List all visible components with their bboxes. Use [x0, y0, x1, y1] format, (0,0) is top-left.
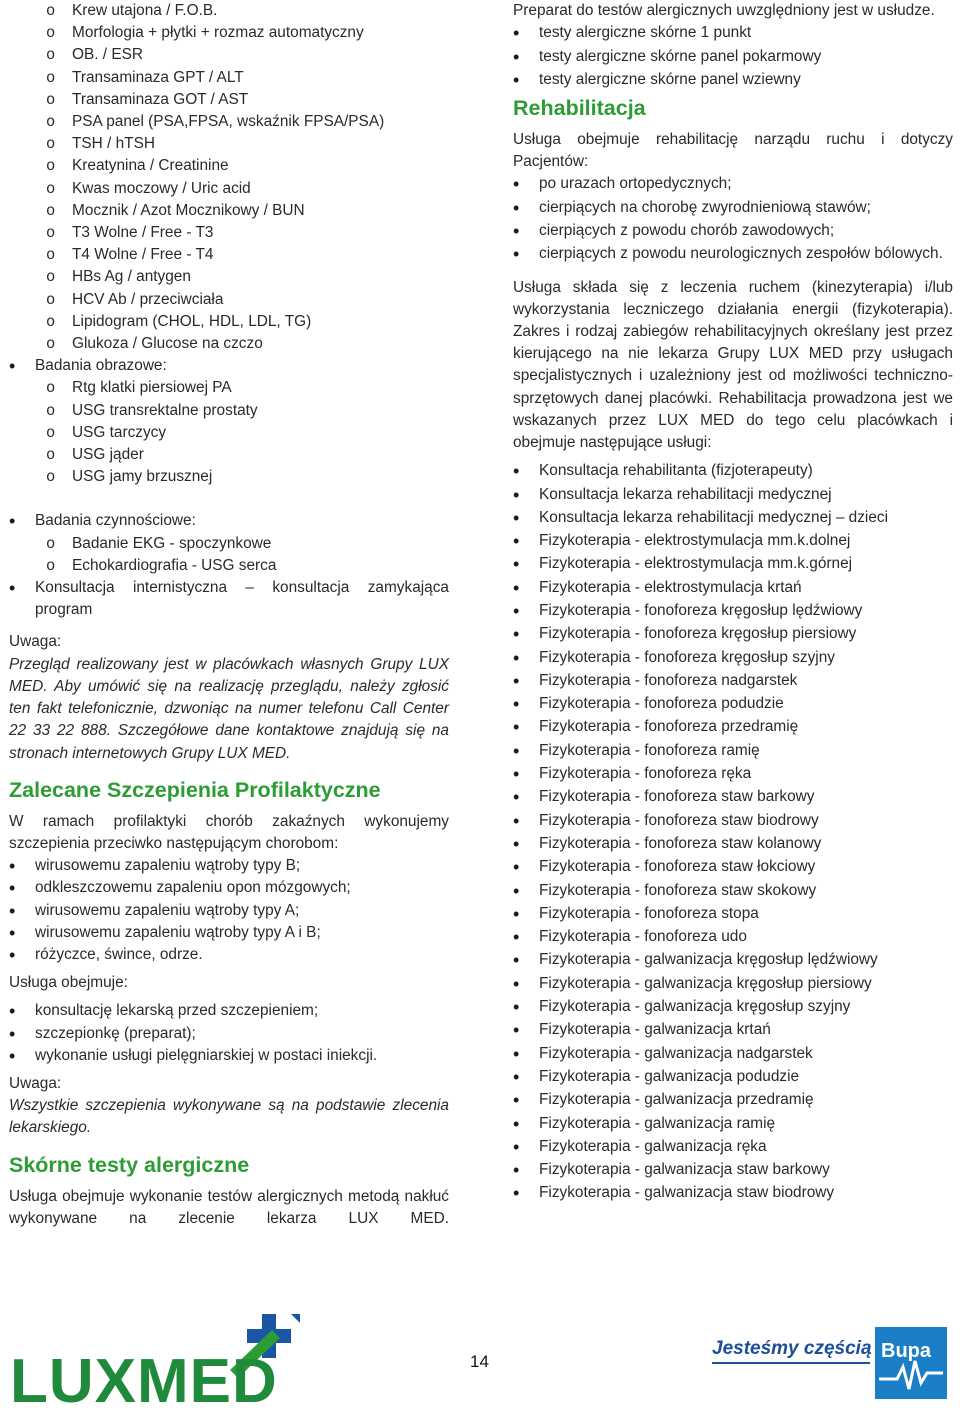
rehabilitation-service-item: • Fizykoterapia - fonoforeza staw kolanowy	[513, 833, 953, 855]
rehabilitation-intro: Usługa obejmuje rehabilitację narządu ruchu i dotyczy Pacjentów:	[513, 131, 953, 171]
bupa-logo	[875, 1327, 947, 1404]
lab-test-item: o Transaminaza GPT / ALT	[9, 67, 449, 89]
rehabilitation-patients-list	[513, 173, 953, 265]
vaccination-item: • odkleszczowemu zapaleniu opon mózgowych;	[9, 877, 449, 899]
rehabilitation-service-item: • Fizykoterapia - fonoforeza staw biodrowy	[513, 810, 953, 832]
allergy-test-item: • testy alergiczne skórne panel wziewny	[513, 69, 953, 91]
vaccination-note-label: Uwaga:	[9, 1074, 62, 1092]
right-column	[513, 0, 953, 1206]
svg-text:LUXMED: LUXMED	[10, 1347, 278, 1410]
rehabilitation-service-item: • Konsultacja lekarza rehabilitacji medycznej – dzieci	[513, 507, 953, 529]
rehabilitation-service-item: • Fizykoterapia - galwanizacja krtań	[513, 1019, 953, 1041]
rehabilitation-service-item: • Fizykoterapia - galwanizacja przedramię	[513, 1089, 953, 1111]
rehabilitation-service-item: • Fizykoterapia - galwanizacja ręka	[513, 1136, 953, 1158]
rehabilitation-heading: Rehabilitacja	[513, 96, 646, 120]
rehabilitation-service-item: • Fizykoterapia - galwanizacja staw barkowy	[513, 1159, 953, 1181]
allergy-heading: Skórne testy alergiczne	[9, 1152, 250, 1177]
imaging-item: o Rtg klatki piersiowej PA	[9, 377, 449, 399]
luxmed-logo	[10, 1310, 300, 1415]
lab-test-item: o Kreatynina / Creatinine	[9, 155, 449, 177]
rehabilitation-service-item: • Konsultacja rehabilitanta (fizjoterapeuty)	[513, 460, 953, 482]
rehabilitation-service-item: • Fizykoterapia - elektrostymulacja mm.k.dolnej	[513, 530, 953, 552]
rehabilitation-service-item: • Fizykoterapia - galwanizacja nadgarstek	[513, 1043, 953, 1065]
svg-text:Bupa: Bupa	[881, 1340, 931, 1362]
consultation-line-1: • Konsultacja internistyczna – konsultacja zamykająca	[35, 579, 449, 597]
rehabilitation-patient-item: • cierpiących z powodu chorób zawodowych;	[513, 220, 953, 242]
imaging-item: o USG jamy brzusznej	[9, 466, 449, 488]
rehabilitation-service-item: • Fizykoterapia - galwanizacja ramię	[513, 1113, 953, 1135]
rehabilitation-service-item: • Fizykoterapia - fonoforeza staw barkowy	[513, 786, 953, 808]
lab-test-item: o Krew utajona / F.O.B.	[9, 0, 449, 22]
lab-test-item: o HCV Ab / przeciwciała	[9, 289, 449, 311]
vaccination-item: • wirusowemu zapaleniu wątroby typy A i B;	[9, 922, 449, 944]
imaging-item: o USG jąder	[9, 444, 449, 466]
lab-test-item: o T4 Wolne / Free - T4	[9, 244, 449, 266]
rehabilitation-patient-item: • cierpiących na chorobę zwyrodnieniową stawów;	[513, 197, 953, 219]
lab-test-item: o PSA panel (PSA,FPSA, wskaźnik FPSA/PSA)	[9, 111, 449, 133]
rehabilitation-service-item: • Fizykoterapia - fonoforeza kręgosłup lędźwiowy	[513, 600, 953, 622]
lab-test-item: o T3 Wolne / Free - T3	[9, 222, 449, 244]
vaccination-note-text: Wszystkie szczepienia wykonywane są na podstawie zlecenia lekarskiego.	[9, 1097, 449, 1137]
lab-test-item: o Kwas moczowy / Uric acid	[9, 178, 449, 200]
rehabilitation-service-item: • Fizykoterapia - fonoforeza staw skokowy	[513, 880, 953, 902]
consultation-section	[9, 577, 449, 621]
imaging-list	[9, 377, 449, 488]
rehabilitation-service-item: • Fizykoterapia - galwanizacja podudzie	[513, 1066, 953, 1088]
rehabilitation-service-item: • Konsultacja lekarza rehabilitacji medycznej	[513, 484, 953, 506]
allergy-text: Usługa obejmuje wykonanie testów alergicznych metodą nakłuć wykonywane na zlecenie lekarza LUX MED.	[9, 1187, 449, 1227]
rehabilitation-service-item: • Fizykoterapia - galwanizacja staw biodrowy	[513, 1182, 953, 1204]
functional-list	[9, 533, 449, 577]
page-number: 14	[470, 1352, 489, 1371]
allergy-test-list	[513, 22, 953, 91]
rehabilitation-services-list	[513, 460, 953, 1204]
rehabilitation-service-item: • Fizykoterapia - fonoforeza nadgarstek	[513, 670, 953, 692]
consultation-item	[9, 577, 449, 621]
vaccination-service-item: • szczepionkę (preparat);	[9, 1023, 449, 1045]
lab-test-item: o Lipidogram (CHOL, HDL, LDL, TG)	[9, 311, 449, 333]
rehabilitation-service-item: • Fizykoterapia - fonoforeza ramię	[513, 740, 953, 762]
rehabilitation-service-item: • Fizykoterapia - fonoforeza udo	[513, 926, 953, 948]
slogan-underline	[712, 1362, 870, 1364]
vaccination-list	[9, 855, 449, 966]
vaccination-intro: W ramach profilaktyki chorób zakaźnych wykonujemy szczepienia przeciwko następującym chorobom:	[9, 812, 449, 852]
rehabilitation-service-item: • Fizykoterapia - fonoforeza ręka	[513, 763, 953, 785]
imaging-section	[9, 355, 449, 377]
rehabilitation-patient-item: • po urazach ortopedycznych;	[513, 173, 953, 195]
lab-test-item: o Morfologia + płytki + rozmaz automatyczny	[9, 22, 449, 44]
rehabilitation-service-item: • Fizykoterapia - fonoforeza podudzie	[513, 693, 953, 715]
rehabilitation-service-item: • Fizykoterapia - elektrostymulacja mm.k.górnej	[513, 553, 953, 575]
rehabilitation-service-item: • Fizykoterapia - fonoforeza przedramię	[513, 716, 953, 738]
functional-label: • Badania czynnościowe:	[9, 510, 449, 532]
rehabilitation-service-item: • Fizykoterapia - elektrostymulacja krtań	[513, 577, 953, 599]
allergy-test-item: • testy alergiczne skórne 1 punkt	[513, 22, 953, 44]
note-label: Uwaga:	[9, 633, 62, 651]
rehabilitation-patient-item: • cierpiących z powodu neurologicznych zespołów bólowych.	[513, 243, 953, 265]
rehabilitation-service-item: • Fizykoterapia - galwanizacja kręgosłup szyjny	[513, 996, 953, 1018]
vaccination-service-item: • wykonanie usługi pielęgniarskiej w postaci iniekcji.	[9, 1045, 449, 1067]
lab-test-item: o OB. / ESR	[9, 44, 449, 66]
imaging-label: • Badania obrazowe:	[9, 355, 449, 377]
rehabilitation-description: Usługa składa się z leczenia ruchem (kinezyterapia) i/lub wykorzystania leczniczego działania energii (fizykoterapia). Zakres i rodzaj zabiegów rehabilitacyjnych określany jest przez kierującego na nie lekarza Grupy LUX MED przy usługach specjalistycznych i uzależniony jest od możliwości techniczno-sprzętowych danej placówki. Rehabilitacja prowadzona jest we wskazanych przez LUX MED do tego celu placówkach i obejmuje następujące usługi:	[513, 278, 953, 452]
lab-test-item: o Mocznik / Azot Mocznikowy / BUN	[9, 200, 449, 222]
allergy-test-item: • testy alergiczne skórne panel pokarmowy	[513, 46, 953, 68]
rehabilitation-service-item: • Fizykoterapia - fonoforeza stopa	[513, 903, 953, 925]
functional-section	[9, 510, 449, 532]
rehabilitation-service-item: • Fizykoterapia - fonoforeza kręgosłup piersiowy	[513, 623, 953, 645]
lab-test-item: o HBs Ag / antygen	[9, 266, 449, 288]
imaging-item: o USG transrektalne prostaty	[9, 400, 449, 422]
functional-item: o Badanie EKG - spoczynkowe	[9, 533, 449, 555]
allergy-continuation: Preparat do testów alergicznych uwzględniony jest w usłudze.	[513, 2, 935, 19]
left-column	[9, 0, 449, 1230]
vaccination-item: • wirusowemu zapaleniu wątroby typy B;	[9, 855, 449, 877]
vaccination-item: • różyczce, śwince, odrze.	[9, 944, 449, 966]
vaccination-service-list	[9, 1000, 449, 1067]
vaccination-service-label: Usługa obejmuje:	[9, 974, 128, 992]
lab-test-item: o Transaminaza GOT / AST	[9, 89, 449, 111]
rehabilitation-service-item: • Fizykoterapia - fonoforeza staw łokciowy	[513, 856, 953, 878]
lab-tests-list	[9, 0, 449, 355]
imaging-item: o USG tarczycy	[9, 422, 449, 444]
rehabilitation-service-item: • Fizykoterapia - fonoforeza kręgosłup szyjny	[513, 647, 953, 669]
vaccination-service-item: • konsultację lekarską przed szczepieniem;	[9, 1000, 449, 1022]
rehabilitation-service-item: • Fizykoterapia - galwanizacja kręgosłup piersiowy	[513, 973, 953, 995]
lab-test-item: o TSH / hTSH	[9, 133, 449, 155]
note-text: Przegląd realizowany jest w placówkach własnych Grupy LUX MED. Aby umówić się na realizację przeglądu, należy zgłosić ten fakt telefonicznie, dzwoniąc na numer telefonu Call Center 22 33 22 888. Szczegółowe dane kontaktowe znajdują się na stronach internetowych Grupy LUX MED.	[9, 655, 449, 762]
functional-item: o Echokardiografia - USG serca	[9, 555, 449, 577]
lab-test-item: o Glukoza / Glucose na czczo	[9, 333, 449, 355]
consultation-line-2: program	[35, 601, 93, 619]
rehabilitation-service-item: • Fizykoterapia - galwanizacja kręgosłup lędźwiowy	[513, 949, 953, 971]
slogan: Jesteśmy częścią	[712, 1338, 872, 1359]
vaccination-heading: Zalecane Szczepienia Profilaktyczne	[9, 777, 381, 802]
vaccination-item: • wirusowemu zapaleniu wątroby typy A;	[9, 900, 449, 922]
